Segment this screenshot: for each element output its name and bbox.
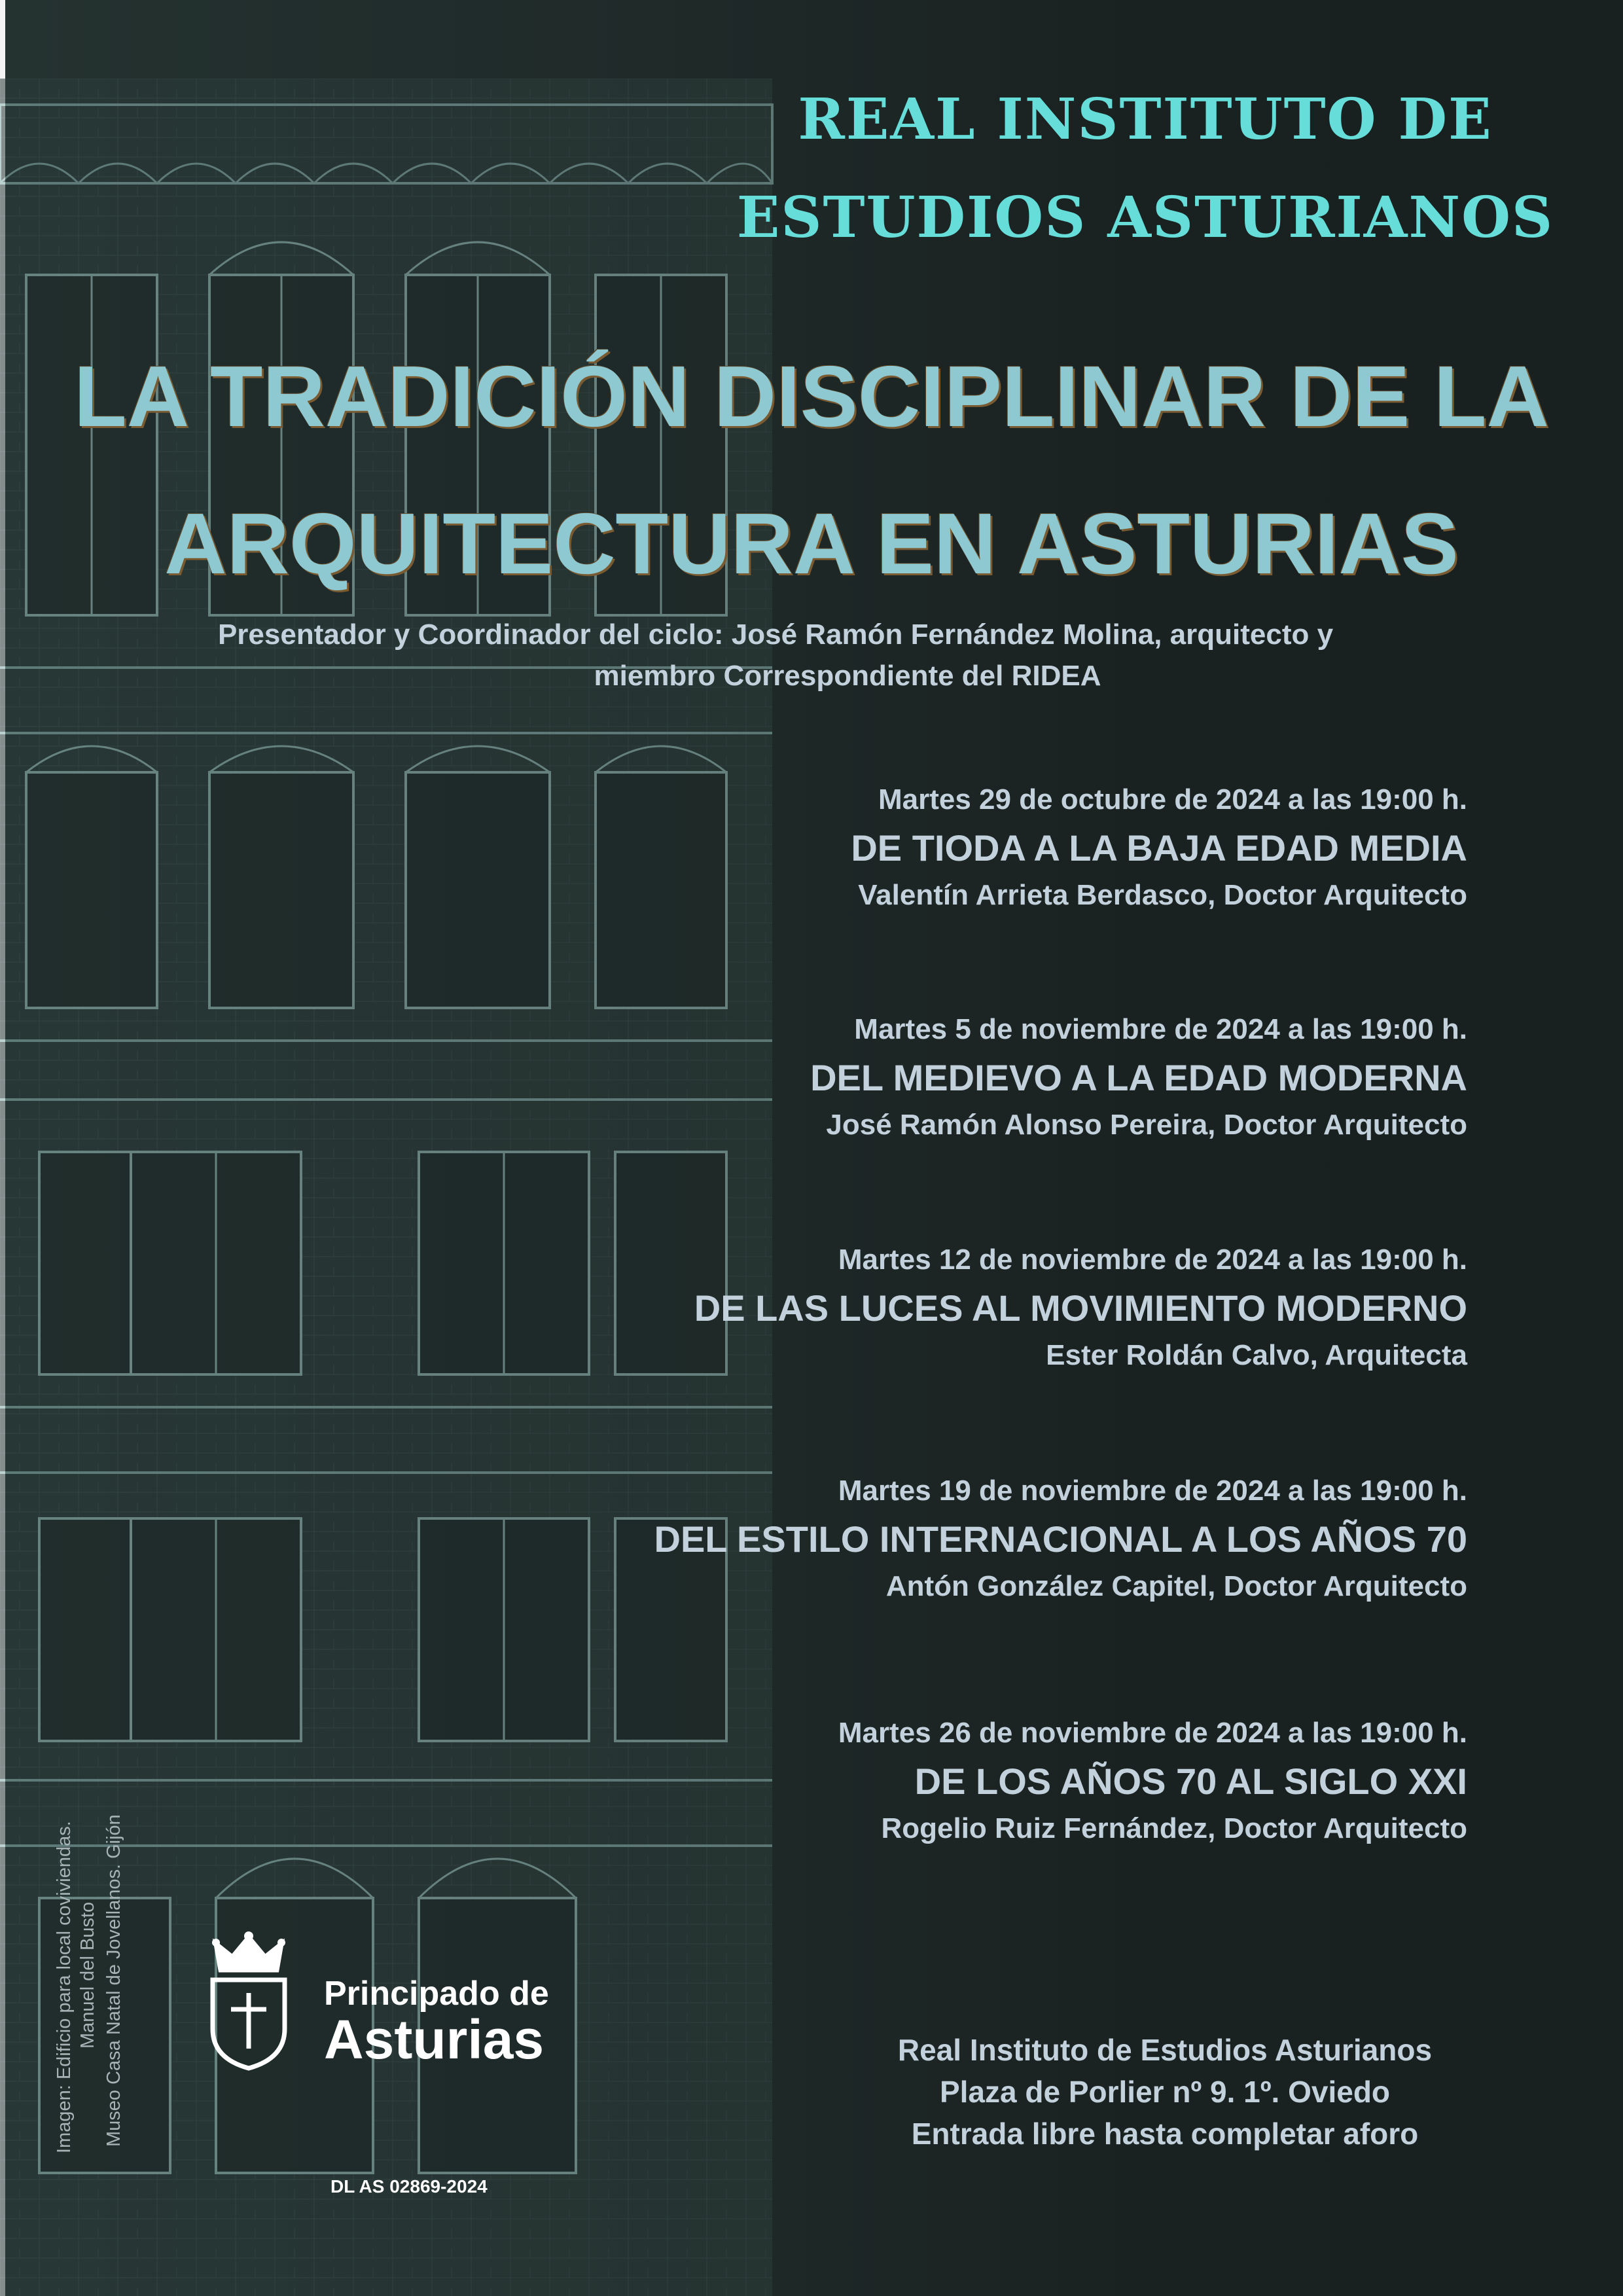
talk-topic: DE LOS AÑOS 70 AL SIGLO XXI xyxy=(914,1761,1467,1802)
talk-speaker: Valentín Arrieta Berdasco, Doctor Arquitecto xyxy=(858,879,1467,911)
talk-1 xyxy=(851,785,1467,910)
talk-date: Martes 19 de noviembre de 2024 a las 19:00 h. xyxy=(838,1475,1467,1507)
image-credit-line-1: Imagen: Edificio para local coviviendas. xyxy=(54,1821,75,2153)
address-line-1: Real Instituto de Estudios Asturianos xyxy=(897,2033,1433,2067)
legal-deposit: DL AS 02869-2024 xyxy=(330,2176,488,2197)
talk-date: Martes 5 de noviembre de 2024 a las 19:00 h. xyxy=(854,1013,1467,1045)
venue-address xyxy=(825,2029,1505,2155)
talk-topic: DEL ESTILO INTERNACIONAL A LOS AÑOS 70 xyxy=(654,1518,1467,1560)
talk-4 xyxy=(654,1477,1468,1601)
talk-speaker: José Ramón Alonso Pereira, Doctor Arquitecto xyxy=(826,1109,1467,1141)
poster-title-line-2: ARQUITECTURA EN ASTURIAS xyxy=(164,495,1459,592)
poster-title-line-1: LA TRADICIÓN DISCIPLINAR DE LA xyxy=(74,348,1549,444)
talk-topic: DE TIODA A LA BAJA EDAD MEDIA xyxy=(851,827,1467,869)
institute-name-line-1: REAL INSTITUTO DE xyxy=(798,86,1493,152)
presenter-line-2: miembro Correspondiente del RIDEA xyxy=(594,660,1101,692)
sponsor-name-line-2: Asturias xyxy=(324,2009,544,2070)
talk-date: Martes 26 de noviembre de 2024 a las 19:00 h. xyxy=(838,1717,1467,1749)
address-line-2: Plaza de Porlier nº 9. 1º. Oviedo xyxy=(939,2075,1391,2109)
asturias-coat-of-arms-icon xyxy=(206,1931,291,2072)
talk-speaker: Antón González Capitel, Doctor Arquitecto xyxy=(885,1570,1467,1602)
address-line-3: Entrada libre hasta completar aforo xyxy=(911,2117,1419,2151)
talk-5 xyxy=(838,1719,1467,1843)
talk-speaker: Rogelio Ruiz Fernández, Doctor Arquitecto xyxy=(881,1812,1467,1844)
talk-3 xyxy=(694,1246,1467,1370)
institute-name-line-2: ESTUDIOS ASTURIANOS xyxy=(736,185,1554,251)
sponsor-name-line-1: Principado de xyxy=(324,1975,549,2013)
talk-topic: DE LAS LUCES AL MOVIMIENTO MODERNO xyxy=(694,1287,1467,1329)
talk-topic: DEL MEDIEVO A LA EDAD MODERNA xyxy=(810,1057,1467,1098)
image-credit-line-2: Manuel del Busto xyxy=(77,1901,98,2049)
presenter-line-1: Presentador y Coordinador del ciclo: José Ramón Fernández Molina, arquitecto y xyxy=(217,619,1334,651)
talk-speaker: Ester Roldán Calvo, Arquitecta xyxy=(1046,1339,1467,1371)
image-credit-line-3: Museo Casa Natal de Jovellanos. Gijón xyxy=(103,1814,124,2147)
talk-date: Martes 12 de noviembre de 2024 a las 19:00 h. xyxy=(838,1244,1467,1276)
talk-2 xyxy=(810,1015,1467,1139)
talk-date: Martes 29 de octubre de 2024 a las 19:00 h. xyxy=(878,783,1467,816)
